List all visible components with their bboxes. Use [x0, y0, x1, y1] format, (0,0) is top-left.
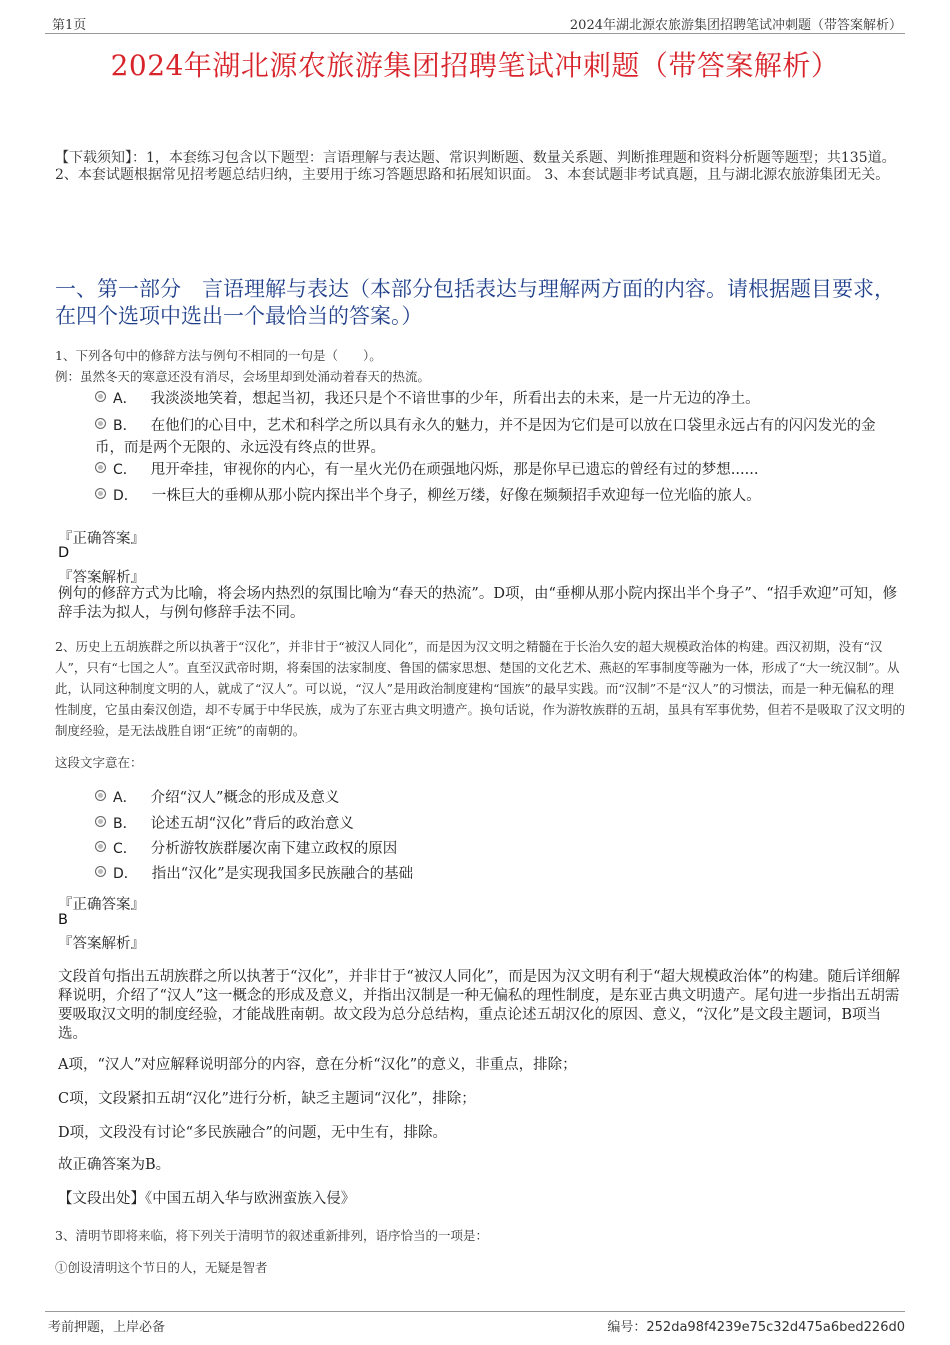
q1-option-a[interactable]: A． 我淡淡地笑着，想起当初，我还只是个不谙世事的少年，所看出去的未来，是一片无边的净土。	[95, 388, 890, 410]
section-heading: 一、第一部分 言语理解与表达（本部分包括表达与理解两方面的内容。请根据题目要求，在四个选项中选出一个最恰当的答案。）	[55, 277, 895, 328]
q2-analysis-option-d: D项，文段没有讨论“多民族融合”的问题，无中生有，排除。	[58, 1125, 447, 1141]
radio-icon[interactable]	[95, 816, 106, 827]
q1-option-b[interactable]: B． 在他们的心目中，艺术和科学之所以具有永久的魅力，并不是因为它们是可以放在口袋里永远占有的闪闪发光的金币，而是两个无限的、永远没有终点的世界。	[95, 418, 876, 456]
footer-code-label: 编号：	[607, 1320, 647, 1335]
q3-stem: 3、清明节即将来临，将下列关于清明节的叙述重新排列，语序恰当的一项是：	[55, 1228, 488, 1243]
footer-rule	[45, 1311, 905, 1312]
radio-icon[interactable]	[95, 841, 106, 852]
footer-code-value: 252da98f4239e75c32d475a6bed226d0	[646, 1320, 905, 1335]
q1-analysis-label: 『答案解析』	[58, 570, 145, 586]
q1-option-d[interactable]: D． 一株巨大的垂柳从那小院内探出半个身子，柳丝万缕，好像在频频招手欢迎每一位光临的旅人。	[95, 485, 890, 507]
q2-option-b[interactable]: B． 论述五胡“汉化”背后的政治意义	[95, 813, 890, 835]
page-title: 2024年湖北源农旅游集团招聘笔试冲刺题（带答案解析）	[110, 49, 840, 82]
q2-analysis-option-a: A项，“汉人”对应解释说明部分的内容，意在分析“汉化”的意义，非重点，排除；	[58, 1057, 577, 1073]
radio-icon[interactable]	[95, 418, 106, 429]
q1-answer: D	[58, 545, 70, 561]
q2-option-c[interactable]: C． 分析游牧族群屡次南下建立政权的原因	[95, 838, 890, 860]
q1-option-c[interactable]: C． 甩开牵挂，审视你的内心，有一星火光仍在顽强地闪烁，那是你早已遗忘的曾经有过的梦想......	[95, 459, 890, 481]
header-rule	[45, 33, 905, 34]
q1-example: 例：虽然冬天的寒意还没有消尽，会场里却到处涌动着春天的热流。	[55, 369, 431, 384]
radio-icon[interactable]	[95, 790, 106, 801]
page-number: 第1页	[52, 18, 87, 33]
q2-analysis-option-c: C项，文段紧扣五胡“汉化”进行分析，缺乏主题词“汉化”，排除；	[58, 1091, 476, 1107]
q2-analysis: 文段首句指出五胡族群之所以执著于“汉化”，并非甘于“被汉人同化”，而是因为汉文明有利于“超大规模政治体”的构建。随后详细解释说明，介绍了“汉人”这一概念的形成及意义，并指出汉制是一种无偏私的理性制度，是东亚古典文明遗产。尾句进一步指出五胡需要吸取汉文明的制度经验，才能战胜南朝。故文段为总分总结构，重点论述五胡汉化的原因、意义，“汉化”是文段主题词，B项当选。	[58, 969, 900, 1042]
radio-icon[interactable]	[95, 866, 106, 877]
download-notice: 【下载须知】：1，本套练习包含以下题型：言语理解与表达题、常识判断题、数量关系题、判断推理题和资料分析题等题型；共135道。 2、本套试题根据常见招考题总结归纳，主要用于练习答题思路和拓展知识面。 3、本套试题非考试真题，且与湖北源农旅游集团无关。	[55, 150, 896, 183]
running-header-title: 2024年湖北源农旅游集团招聘笔试冲刺题（带答案解析）	[569, 18, 902, 33]
q2-answer-label: 『正确答案』	[58, 897, 145, 913]
radio-icon[interactable]	[95, 391, 106, 402]
footer-code	[607, 1316, 905, 1335]
q1-stem: 1、下列各句中的修辞方法与例句不相同的一句是（ ）。	[55, 348, 382, 363]
q2-source: 【文段出处】《中国五胡入华与欧洲蛮族入侵》	[58, 1191, 356, 1207]
q2-analysis-label: 『答案解析』	[58, 936, 145, 952]
q1-answer-label: 『正确答案』	[58, 531, 145, 547]
footer-slogan: 考前押题，上岸必备	[48, 1320, 166, 1335]
q2-conclusion: 故正确答案为B。	[58, 1157, 171, 1173]
q3-item-1: ①创设清明这个节日的人，无疑是智者	[55, 1260, 268, 1275]
radio-icon[interactable]	[95, 462, 106, 473]
q1-analysis: 例句的修辞方式为比喻，将会场内热烈的氛围比喻为“春天的热流”。D项，由“垂柳从那小院内探出半个身子”、“招手欢迎”可知，修辞手法为拟人，与例句修辞手法不同。	[58, 586, 898, 621]
radio-icon[interactable]	[95, 488, 106, 499]
q2-option-a[interactable]: A． 介绍“汉人”概念的形成及意义	[95, 787, 890, 809]
q2-stem: 2、历史上五胡族群之所以执著于“汉化”，并非甘于“被汉人同化”，而是因为汉文明之精髓在于长治久安的超大规模政治体的构建。西汉初期，没有“汉人”，只有“七国之人”。直至汉武帝时期，将秦国的法家制度、鲁国的儒家思想、楚国的文化艺术、燕赵的军事制度等融为一体，形成了“大一统汉制”。从此，认同这种制度文明的人，就成了“汉人”。可以说，“汉人”是用政治制度建构“国族”的最早实践。而“汉制”不是“汉人”的习惯法，而是一种无偏私的理性制度，它虽由秦汉创造，却不专属于中华民族，成为了东亚古典文明遗产。换句话说，作为游牧族群的五胡，虽具有军事优势，但若不是吸取了汉文明的制度经验，是无法战胜自诩“正统”的南朝的。	[55, 639, 906, 738]
q2-option-d[interactable]: D． 指出“汉化”是实现我国多民族融合的基础	[95, 863, 890, 885]
q2-prompt: 这段文字意在：	[55, 755, 143, 770]
q2-answer: B	[58, 912, 68, 928]
